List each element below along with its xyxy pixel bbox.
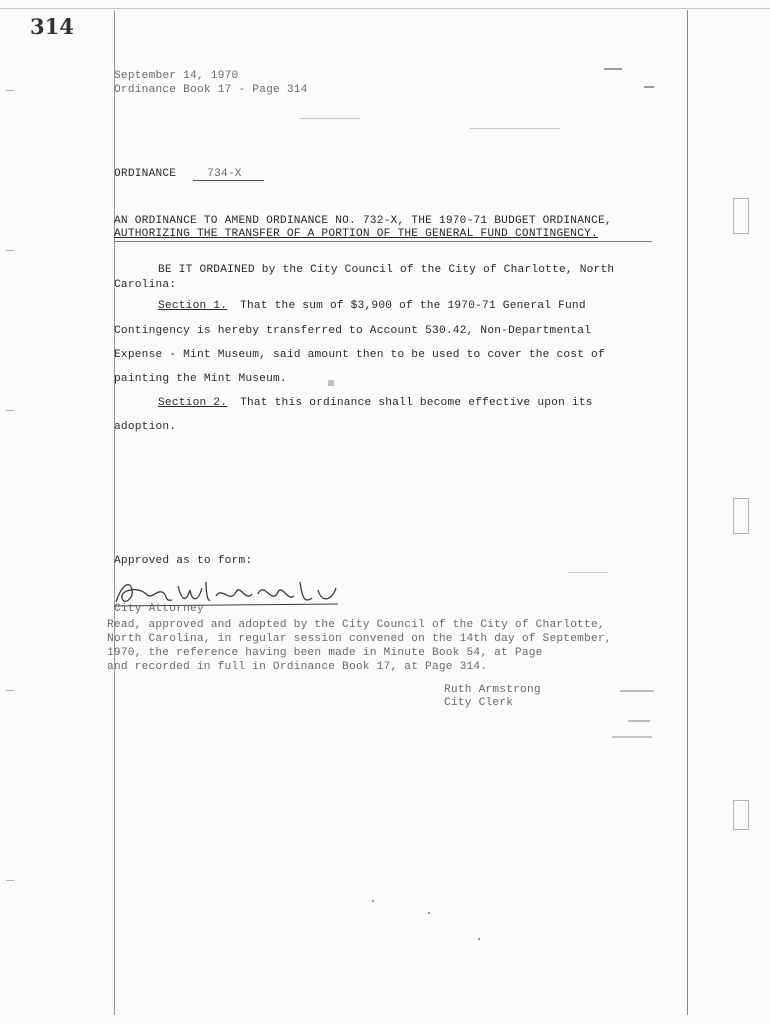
scan-speck: [470, 128, 560, 129]
scan-speck: [372, 900, 374, 902]
scan-speck: [568, 572, 608, 573]
ordinance-heading: [114, 168, 264, 181]
certification-line-1: Read, approved and adopted by the City Council of the City of Charlotte,: [107, 619, 605, 631]
section-1-text: That the sum of $3,900 of the 1970-71 General Fund: [240, 300, 586, 312]
right-edge-box: [733, 198, 749, 234]
scan-mark: [6, 250, 14, 251]
top-edge-rule: [0, 8, 770, 9]
scan-speck: [628, 720, 650, 722]
left-margin-rule: [114, 10, 115, 1015]
section-2-text: That this ordinance shall become effective upon its: [240, 397, 593, 409]
scan-speck: [620, 690, 654, 692]
section-1-line-4: painting the Mint Museum.: [114, 373, 287, 385]
document-date: September 14, 1970: [114, 70, 239, 82]
section-1-line-2: Contingency is hereby transferred to Account 530.42, Non-Departmental: [114, 325, 592, 337]
right-edge-box: [733, 800, 749, 830]
ordinance-number: 734-X: [193, 168, 264, 181]
enacting-clause-line-2: Carolina:: [114, 279, 177, 291]
certification-line-4: and recorded in full in Ordinance Book 17, at Page 314.: [107, 661, 488, 673]
ordinance-title-line-2: AUTHORIZING THE TRANSFER OF A PORTION OF THE GENERAL FUND CONTINGENCY.: [114, 228, 598, 240]
section-1-line-1: [158, 300, 586, 312]
certification-line-3: 1970, the reference having been made in Minute Book 54, at Page: [107, 647, 543, 659]
right-margin-rule: [687, 10, 688, 1015]
section-2-line-1: [158, 397, 593, 409]
city-attorney-title: City Attorney: [114, 603, 204, 615]
ordinance-title-line-1: AN ORDINANCE TO AMEND ORDINANCE NO. 732-X, THE 1970-71 BUDGET ORDINANCE,: [114, 215, 612, 227]
section-2-label: Section 2.: [158, 397, 228, 409]
title-underline: [114, 241, 652, 242]
approved-as-to-form-label: Approved as to form:: [114, 555, 253, 567]
scan-speck: [612, 736, 652, 738]
scan-mark: [6, 690, 14, 691]
scan-mark: [6, 880, 14, 881]
page-number-stamp: 314: [30, 14, 74, 39]
scan-speck: [604, 68, 622, 70]
scan-speck: [300, 118, 360, 119]
scan-mark: [6, 410, 14, 411]
section-1-line-3: Expense - Mint Museum, said amount then to be used to cover the cost of: [114, 349, 605, 361]
scan-speck: [478, 938, 480, 940]
section-1-label: Section 1.: [158, 300, 228, 312]
scan-speck: [428, 912, 430, 914]
right-edge-box: [733, 498, 749, 534]
section-2-line-2: adoption.: [114, 421, 177, 433]
certification-line-2: North Carolina, in regular session convened on the 14th day of September,: [107, 633, 612, 645]
clerk-name: Ruth Armstrong: [444, 684, 541, 696]
ordinance-book-reference: Ordinance Book 17 - Page 314: [114, 84, 308, 96]
scan-speck: [328, 380, 334, 386]
enacting-clause-line-1: BE IT ORDAINED by the City Council of the City of Charlotte, North: [158, 264, 615, 276]
scan-mark: [6, 90, 14, 91]
ordinance-label: ORDINANCE: [114, 168, 177, 180]
clerk-title: City Clerk: [444, 697, 514, 709]
scan-speck: [644, 86, 654, 88]
